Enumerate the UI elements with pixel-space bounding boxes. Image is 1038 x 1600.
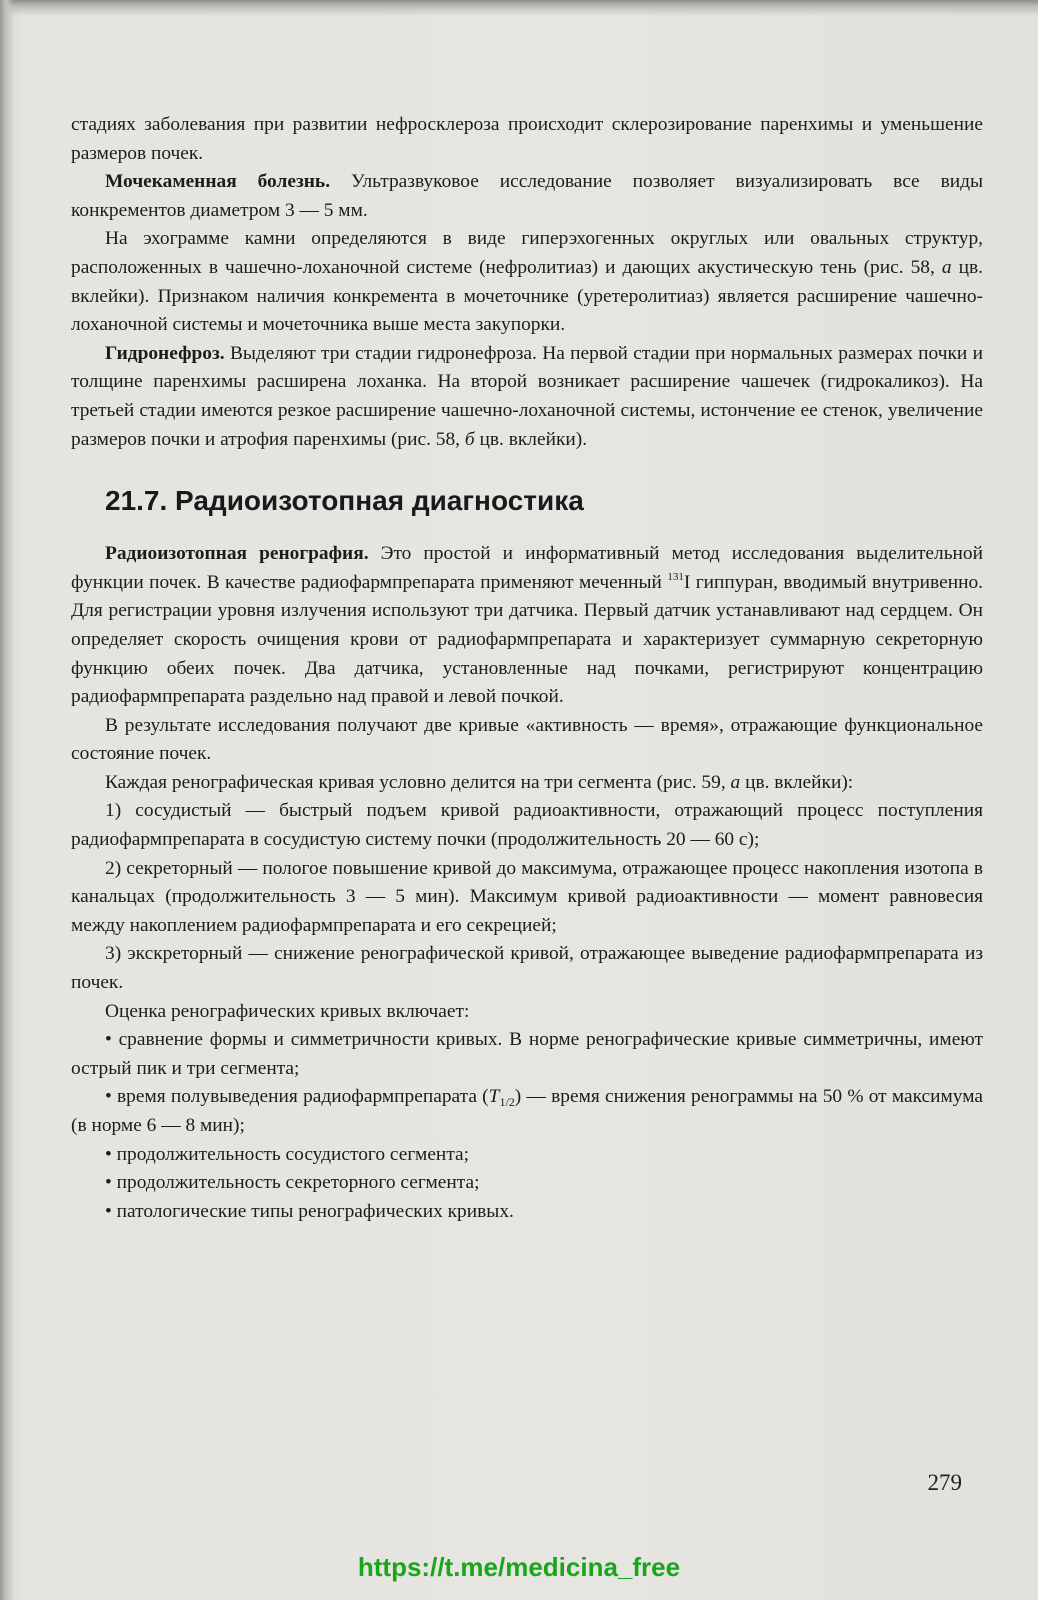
list-item-vascular: 1) сосудистый — быстрый подъем кривой радиоактивности, отражающий процесс поступления радиофармпрепарата в сосудистую систему почки (продолжительность 20 — 60 с); (71, 800, 983, 851)
telegram-link[interactable]: https://t.me/medicina_free (357, 1552, 681, 1582)
paragraph-curves: В результате исследования получают две кривые «активность — время», отражающие функциональное состояние почек. (71, 714, 983, 765)
paragraph-evaluation: Оценка ренографических кривых включает: (105, 1000, 470, 1022)
bullet-item-symmetry: • сравнение формы и симметричности кривых. В норме ренографические кривые симметричны, имеют острый пик и три сегмента; (71, 1029, 983, 1079)
paragraph-text: стадиях заболевания при развитии нефросклероза происходит склерозирование паренхимы и уменьшение размеров почек. (71, 114, 983, 164)
paragraph-text: I гиппуран, вводимый внутривенно. Для регистрации уровня излучения используют три датчика. Первый датчик устанавливают над сердцем. Он определяет скорость очищения крови от радиофармпрепарата и характеризует суммарную секреторную функцию обеих почек. Два датчика, установленные над почками, регистрируют концентрацию радиофармпрепарата раздельно над правой и левой почкой. (71, 571, 984, 708)
bullet-item-half-time (71, 1083, 983, 1140)
page-body (71, 111, 983, 1226)
paragraph-text: цв. вклейки). Признаком наличия конкремента в мочеточнике (уретеролитиаз) является расширение чашечно-лоханочной системы и мочеточника выше места закупорки. (71, 256, 983, 336)
figure-ref-letter: а (941, 256, 952, 278)
paragraph-text: ) — время снижения ренограммы на 50 % от максимума (в норме 6 — 8 мин); (71, 1086, 983, 1136)
figure-ref-letter: б (464, 428, 475, 450)
paragraph-hydronephrosis (71, 340, 983, 454)
paragraph-text: Каждая ренографическая кривая условно делится на три сегмента (рис. 59, (105, 771, 731, 793)
page-spine-shadow (0, 0, 14, 1600)
paragraph-text: На эхограмме камни определяются в виде гиперэхогенных округлых или овальных структур, расположенных в чашечно-лоханочной системе (нефролитиаз) и дающих акустическую тень (рис. 58, (71, 228, 983, 278)
paragraph-segments (71, 769, 983, 798)
isotope-superscript: 131 (667, 570, 684, 583)
paragraph-text: цв. вклейки). (474, 428, 588, 450)
figure-ref-letter: а (730, 771, 741, 793)
term-renography: Радиоизотопная ренография. (105, 543, 369, 565)
paragraph-text: • время полувыведения радиофармпрепарата ( (105, 1086, 489, 1108)
paragraph-urolithiasis (71, 168, 983, 225)
paragraph-text: цв. вклейки): (740, 771, 854, 793)
page-top-shadow (0, 0, 1038, 16)
bullet-item-pathologic-types: • патологические типы ренографических кривых. (105, 1200, 514, 1222)
term-urolithiasis: Мочекаменная болезнь. (105, 171, 331, 193)
paragraph-echogram (71, 225, 983, 339)
bullet-item-secretory-duration: • продолжительность секреторного сегмента; (105, 1172, 480, 1194)
term-hydronephrosis: Гидронефроз. (105, 342, 225, 364)
page-number: 279 (927, 1470, 962, 1495)
half-time-subscript: 1/2 (499, 1095, 515, 1110)
paragraph-renography (71, 540, 983, 712)
half-time-symbol: T (488, 1086, 500, 1108)
bullet-item-vascular-duration: • продолжительность сосудистого сегмента; (105, 1143, 470, 1165)
list-item-secretory: 2) секреторный — пологое повышение кривой до максимума, отражающее процесс накопления изотопа в канальцах (продолжительность 3 — 5 мин). Максимум кривой радиоактивности — момент равновесия между накоплением радиофармпрепарата и его секрецией; (71, 857, 983, 936)
section-heading: 21.7. Радиоизотопная диагностика (105, 485, 584, 517)
list-item-excretory: 3) экскреторный — снижение ренографической кривой, отражающее выведение радиофармпрепарата из почек. (71, 943, 983, 994)
paragraph-text: Выделяют три стадии гидронефроза. На первой стадии при нормальных размерах почки и толщине паренхимы расширена лоханка. На второй возникает расширение чашечек (гидрокаликоз). На третьей стадии имеются резкое расширение чашечно-лоханочной системы, истончение ее стенок, увеличение размеров почки и атрофия паренхимы (рис. 58, (71, 342, 983, 450)
paragraph-text: Это простой и информативный метод исследования выделительной функции почек. В качестве радиофармпрепарата применяют меченный (71, 543, 983, 593)
paragraph-text: Ультразвуковое исследование позволяет визуализировать все виды конкрементов диаметром 3 — 5 мм. (71, 171, 983, 221)
paragraph-continuation (71, 111, 983, 168)
